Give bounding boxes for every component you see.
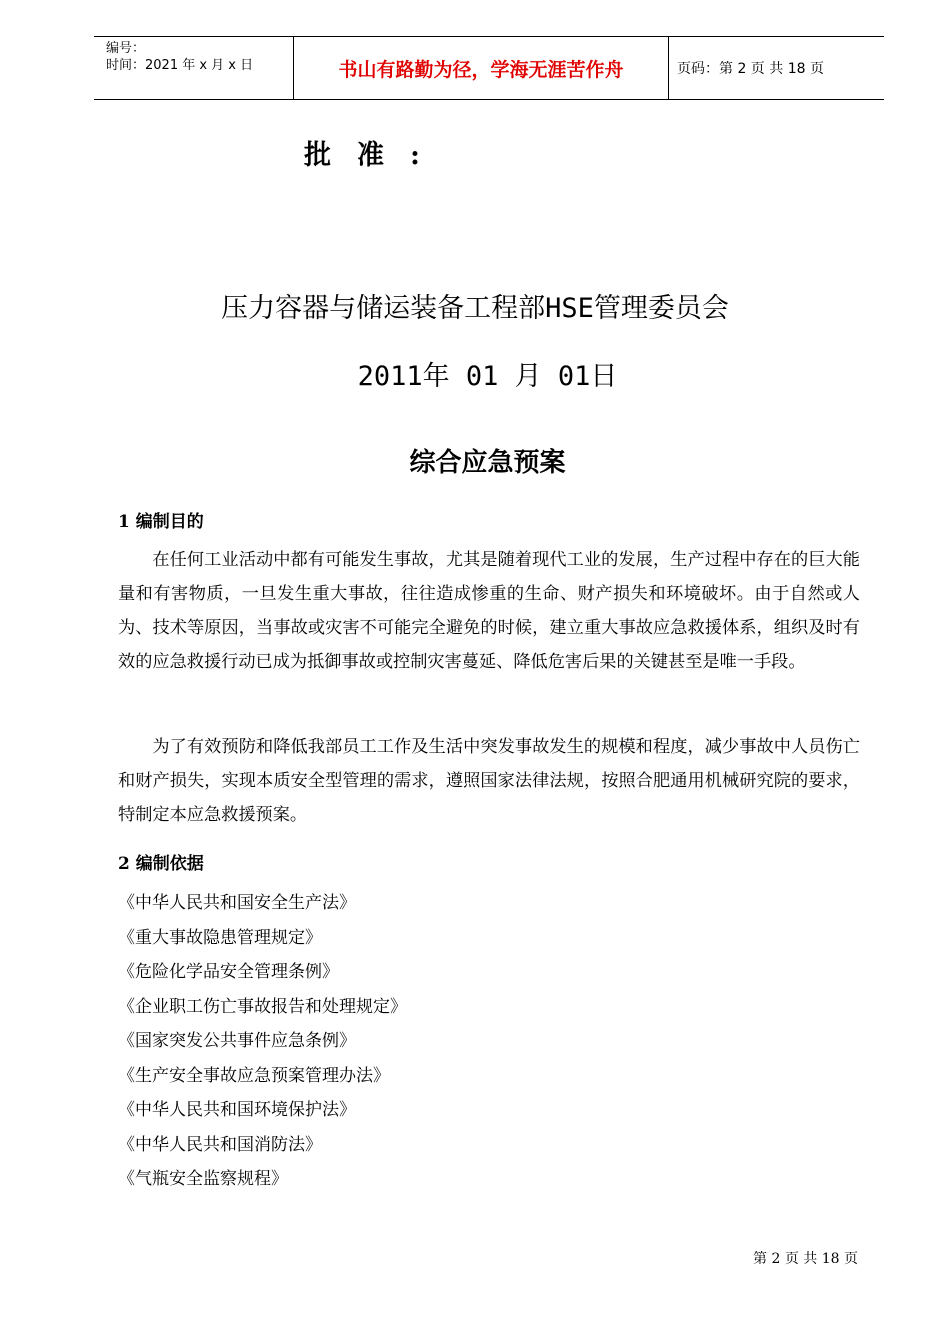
section-1-paragraph-1: 在任何工业活动中都有可能发生事故，尤其是随着现代工业的发展，生产过程中存在的巨大能量和有害物质，一旦发生重大事故，往往造成惨重的生命、财产损失和环境破坏。由于自然或人为、技术等原因，当事故或灾害不可能完全避免的时候，建立重大事故应急救援体系，组织及时有效的应急救援行动已成为抵御事故或控制灾害蔓延、降低危害后果的关键甚至是唯一手段。: [118, 550, 860, 672]
page-footer: 第 2 页 共 18 页: [753, 1251, 858, 1267]
header-meta: [94, 37, 294, 99]
list-item: 《气瓶安全监察规程》: [118, 1169, 288, 1189]
list-item: 《中华人民共和国消防法》: [118, 1134, 322, 1155]
committee-name: 压力容器与储运装备工程部HSE管理委员会: [221, 293, 729, 324]
document-date: 2011年 01 月 01日: [357, 361, 618, 392]
header-page-info: 页码：第 2 页 共 18 页: [677, 61, 824, 77]
list-item: 《重大事故隐患管理规定》: [118, 927, 322, 948]
list-item: 《生产安全事故应急预案管理办法》: [118, 1065, 390, 1086]
list-item: 《危险化学品安全管理条例》: [118, 962, 339, 982]
list-item: 《中华人民共和国安全生产法》: [118, 893, 356, 913]
page-header: [94, 36, 884, 100]
header-motto: 书山有路勤为径，学海无涯苦作舟: [294, 37, 669, 99]
list-item: 《国家突发公共事件应急条例》: [118, 1031, 356, 1051]
plan-title: 综合应急预案: [409, 448, 566, 478]
list-item: 《企业职工伤亡事故报告和处理规定》: [118, 996, 407, 1017]
law-list: [118, 886, 407, 1197]
section-1-title: 1 编制目的: [118, 512, 204, 532]
section-1-paragraph-2: 为了有效预防和降低我部员工工作及生活中突发事故发生的规模和程度，减少事故中人员伤亡和财产损失，实现本质安全型管理的需求，遵照国家法律法规，按照合肥通用机械研究院的要求，特制定本应急救援预案。: [118, 737, 860, 825]
header-time-label: 时间：2021 年 x 月 x 日: [106, 58, 254, 73]
header-number-label: 编号：: [106, 41, 146, 56]
list-item: 《中华人民共和国环境保护法》: [118, 1100, 356, 1120]
approval-label: 批准:: [304, 140, 446, 171]
section-2-title: 2 编制依据: [118, 854, 204, 874]
